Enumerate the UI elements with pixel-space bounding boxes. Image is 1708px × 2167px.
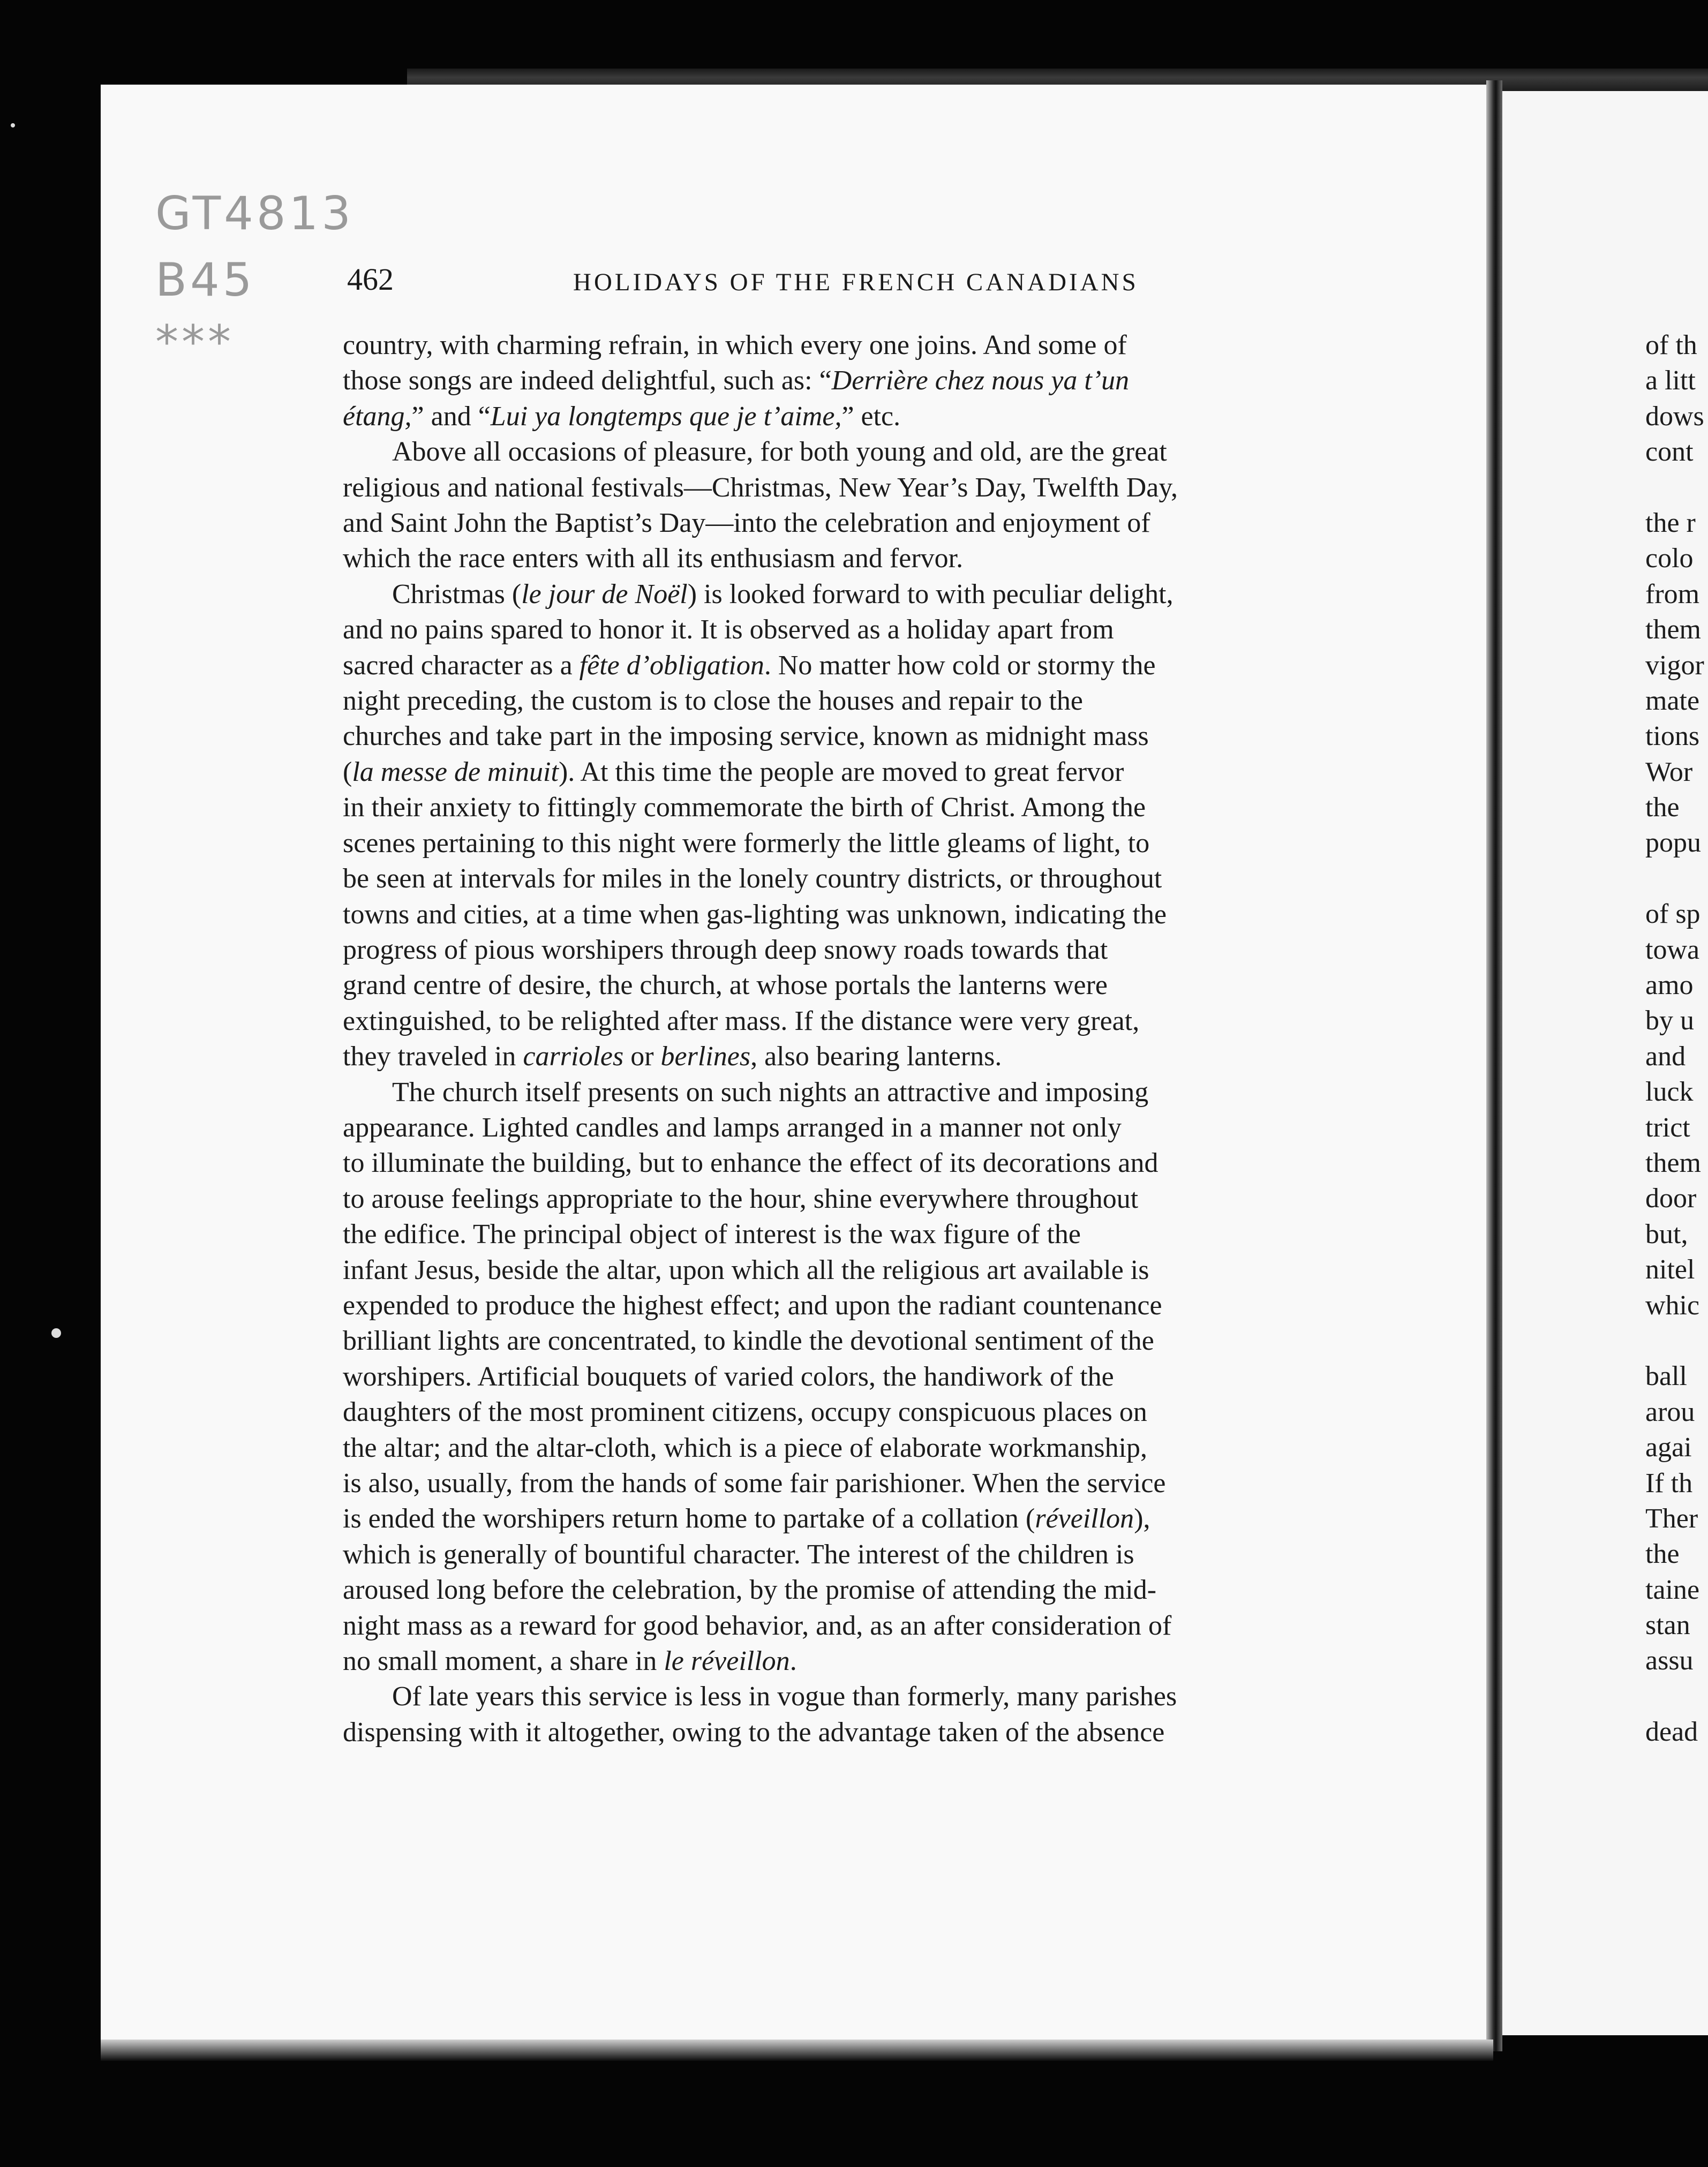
text-line: no small moment, a share in le réveillon. [343, 1646, 797, 1677]
paragraph-5 [343, 1679, 1350, 1750]
facing-page-line: the r [1645, 507, 1696, 538]
facing-page-line: nitel [1645, 1254, 1695, 1285]
facing-page-line: the [1645, 792, 1680, 823]
text-line: Above all occasions of pleasure, for both young and old, are the great [392, 437, 1167, 468]
text-line: is also, usually, from the hands of some fair parishioner. When the service [343, 1468, 1166, 1499]
facing-page-line: stan [1645, 1610, 1690, 1641]
dust-speck [51, 1328, 61, 1338]
text-line: progress of pious worshipers through deep snowy roads towards that [343, 934, 1108, 965]
text-line: and Saint John the Baptist’s Day—into the celebration and enjoyment of [343, 508, 1150, 539]
text-line: aroused long before the celebration, by the promise of attending the mid- [343, 1575, 1157, 1606]
facing-page-line: vigor [1645, 650, 1704, 681]
page-bottom-shadow [101, 2040, 1493, 2061]
facing-page-line: cont [1645, 437, 1694, 468]
text-line: which the race enters with all its enthusiasm and fervor. [343, 543, 964, 574]
facing-page-line: ball [1645, 1361, 1687, 1392]
text-line: the altar; and the altar-cloth, which is a piece of elaborate workmanship, [343, 1432, 1148, 1463]
text-line: and no pains spared to honor it. It is observed as a holiday apart from [343, 614, 1114, 645]
facing-page-line: amo [1645, 970, 1694, 1001]
text-line: daughters of the most prominent citizens, occupy conspicuous places on [343, 1397, 1147, 1428]
text-line: worshipers. Artificial bouquets of varied colors, the handiwork of the [343, 1361, 1114, 1392]
facing-page-line: door [1645, 1183, 1697, 1214]
text-line: is ended the worshipers return home to partake of a collation (réveillon), [343, 1503, 1150, 1534]
paragraph-1 [343, 328, 1350, 434]
paragraph-2 [343, 434, 1350, 577]
facing-page-line: them [1645, 614, 1701, 645]
text-line: grand centre of desire, the church, at whose portals the lanterns were [343, 970, 1108, 1001]
text-line: those songs are indeed delightful, such as: “Derrière chez nous ya t’un [343, 365, 1130, 396]
paragraph-3 [343, 577, 1350, 1075]
text-line: towns and cities, at a time when gas-lighting was unknown, indicating the [343, 899, 1167, 930]
text-line: étang,” and “Lui ya longtemps que je t’aime,” etc. [343, 401, 901, 432]
call-number-line-3: *** [155, 319, 234, 365]
text-line: religious and national festivals—Christmas, New Year’s Day, Twelfth Day, [343, 472, 1178, 503]
text-line: Christmas (le jour de Noël) is looked forward to with peculiar delight, [392, 578, 1173, 610]
text-line: (la messe de minuit). At this time the people are moved to great fervor [343, 756, 1124, 787]
facing-page-line: from [1645, 578, 1700, 610]
facing-page-line: dead [1645, 1717, 1698, 1748]
text-line: country, with charming refrain, in which every one joins. And some of [343, 330, 1127, 360]
facing-page-line: Ther [1645, 1503, 1698, 1534]
text-line: infant Jesus, beside the altar, upon which all the religious art available is [343, 1254, 1149, 1285]
facing-page-line: agai [1645, 1432, 1692, 1463]
facing-page-line: but, [1645, 1218, 1688, 1250]
text-line: dispensing with it altogether, owing to the advantage taken of the absence [343, 1717, 1165, 1748]
facing-page-line: the [1645, 1539, 1680, 1570]
facing-page-line: of sp [1645, 899, 1701, 930]
facing-page-line: If th [1645, 1468, 1693, 1499]
facing-page-line: mate [1645, 685, 1700, 716]
book-gutter [1486, 80, 1502, 2051]
text-line: in their anxiety to fittingly commemorate the birth of Christ. Among the [343, 792, 1146, 823]
paragraph-4 [343, 1075, 1350, 1680]
facing-page-line [1645, 470, 1708, 506]
facing-page-line [1645, 1679, 1708, 1714]
text-line: Of late years this service is less in vogue than formerly, many parishes [392, 1681, 1177, 1712]
facing-page-line: taine [1645, 1574, 1700, 1605]
body-text [343, 328, 1350, 1750]
text-line: brilliant lights are concentrated, to kindle the devotional sentiment of the [343, 1326, 1154, 1357]
text-line: to arouse feelings appropriate to the hour, shine everywhere throughout [343, 1183, 1139, 1214]
facing-page-line [1645, 1323, 1708, 1359]
facing-page-line: dows [1645, 401, 1704, 432]
facing-page-line: colo [1645, 543, 1694, 574]
call-number-line-2: B45 [155, 257, 255, 303]
running-title: HOLIDAYS OF THE FRENCH CANADIANS [573, 268, 1139, 296]
facing-page-line: luck [1645, 1077, 1694, 1108]
text-line: which is generally of bountiful character. The interest of the children is [343, 1539, 1134, 1570]
text-line: they traveled in carrioles or berlines, also bearing lanterns. [343, 1041, 1002, 1072]
facing-page-line: arou [1645, 1396, 1695, 1427]
text-line: The church itself presents on such nights an attractive and imposing [392, 1077, 1149, 1108]
text-line: scenes pertaining to this night were formerly the little gleams of light, to [343, 827, 1150, 859]
call-number-line-1: GT4813 [155, 191, 354, 237]
text-line: appearance. Lighted candles and lamps arranged in a manner not only [343, 1112, 1122, 1143]
page-number: 462 [347, 262, 394, 297]
facing-page-line: assu [1645, 1645, 1694, 1676]
text-line: be seen at intervals for miles in the lonely country districts, or throughout [343, 863, 1162, 894]
facing-page-line: whic [1645, 1290, 1700, 1321]
facing-page-line: tions [1645, 721, 1700, 752]
text-line: expended to produce the highest effect; and upon the radiant countenance [343, 1290, 1162, 1321]
text-line: the edifice. The principal object of interest is the wax figure of the [343, 1219, 1081, 1250]
text-line: churches and take part in the imposing service, known as midnight mass [343, 721, 1149, 752]
text-line: to illuminate the building, but to enhance the effect of its decorations and [343, 1148, 1158, 1179]
facing-page-line [1645, 861, 1708, 897]
text-line: night mass as a reward for good behavior, and, as an after consideration of [343, 1610, 1172, 1641]
dust-speck [11, 123, 15, 127]
facing-page-line: towa [1645, 934, 1700, 965]
facing-page-line: Wor [1645, 756, 1693, 787]
facing-page-line: of th [1645, 330, 1697, 360]
facing-page-line: them [1645, 1147, 1701, 1178]
facing-page-line: a litt [1645, 365, 1696, 396]
text-line: night preceding, the custom is to close the houses and repair to the [343, 686, 1083, 717]
facing-page-line: and [1645, 1041, 1686, 1072]
facing-page-line: by u [1645, 1005, 1694, 1036]
text-line: extinguished, to be relighted after mass. If the distance were very great, [343, 1005, 1140, 1036]
facing-page-text [1645, 328, 1708, 1750]
facing-page-line: trict [1645, 1112, 1690, 1143]
text-line: sacred character as a fête d’obligation. No matter how cold or stormy the [343, 650, 1156, 681]
facing-page-line: popu [1645, 827, 1701, 859]
